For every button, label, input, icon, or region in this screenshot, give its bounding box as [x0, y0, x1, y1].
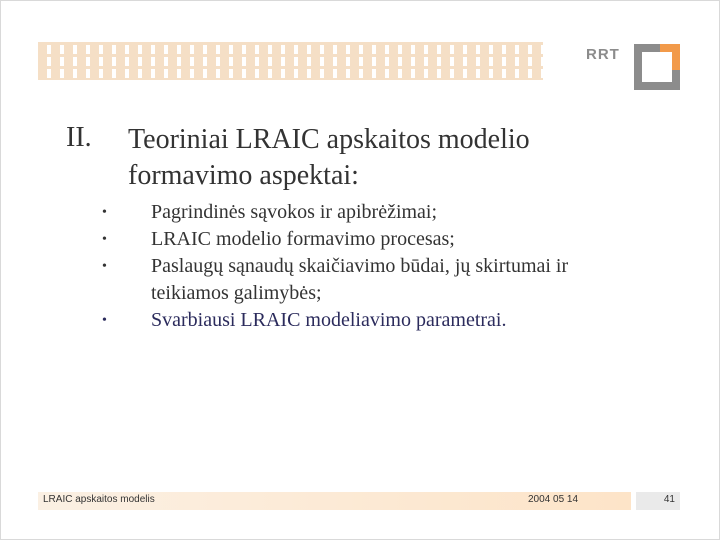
footer-date: 2004 05 14 [528, 494, 579, 505]
bullet-icon: • [102, 232, 107, 247]
section-number: II. [66, 122, 92, 153]
logo-square-icon [634, 44, 680, 90]
bullet-icon: • [102, 205, 107, 220]
bullet-text: Pagrindinės sąvokos ir apibrėžimai; [151, 201, 438, 223]
bullet-list [100, 199, 620, 334]
bullet-item [100, 307, 620, 334]
page-number: 41 [663, 494, 675, 505]
bullet-item [100, 226, 620, 253]
header-decorative-pattern [38, 42, 543, 80]
logo-text: RRT [586, 46, 620, 63]
bullet-text: Svarbiausi LRAIC modeliavimo parametrai. [151, 309, 507, 331]
bullet-icon: • [102, 313, 107, 328]
footer-title: LRAIC apskaitos modelis [43, 494, 155, 505]
bullet-item [100, 253, 620, 307]
bullet-text: Paslaugų sąnaudų skaičiavimo būdai, jų skirtumai ir teikiamos galimybės; [151, 255, 569, 304]
bullet-icon: • [102, 259, 107, 274]
page-number-box [636, 492, 680, 510]
bullet-text: LRAIC modelio formavimo procesas; [151, 228, 455, 250]
slide-title: Teoriniai LRAIC apskaitos modelio formavimo aspektai: [128, 124, 530, 191]
bullet-item [100, 199, 620, 226]
